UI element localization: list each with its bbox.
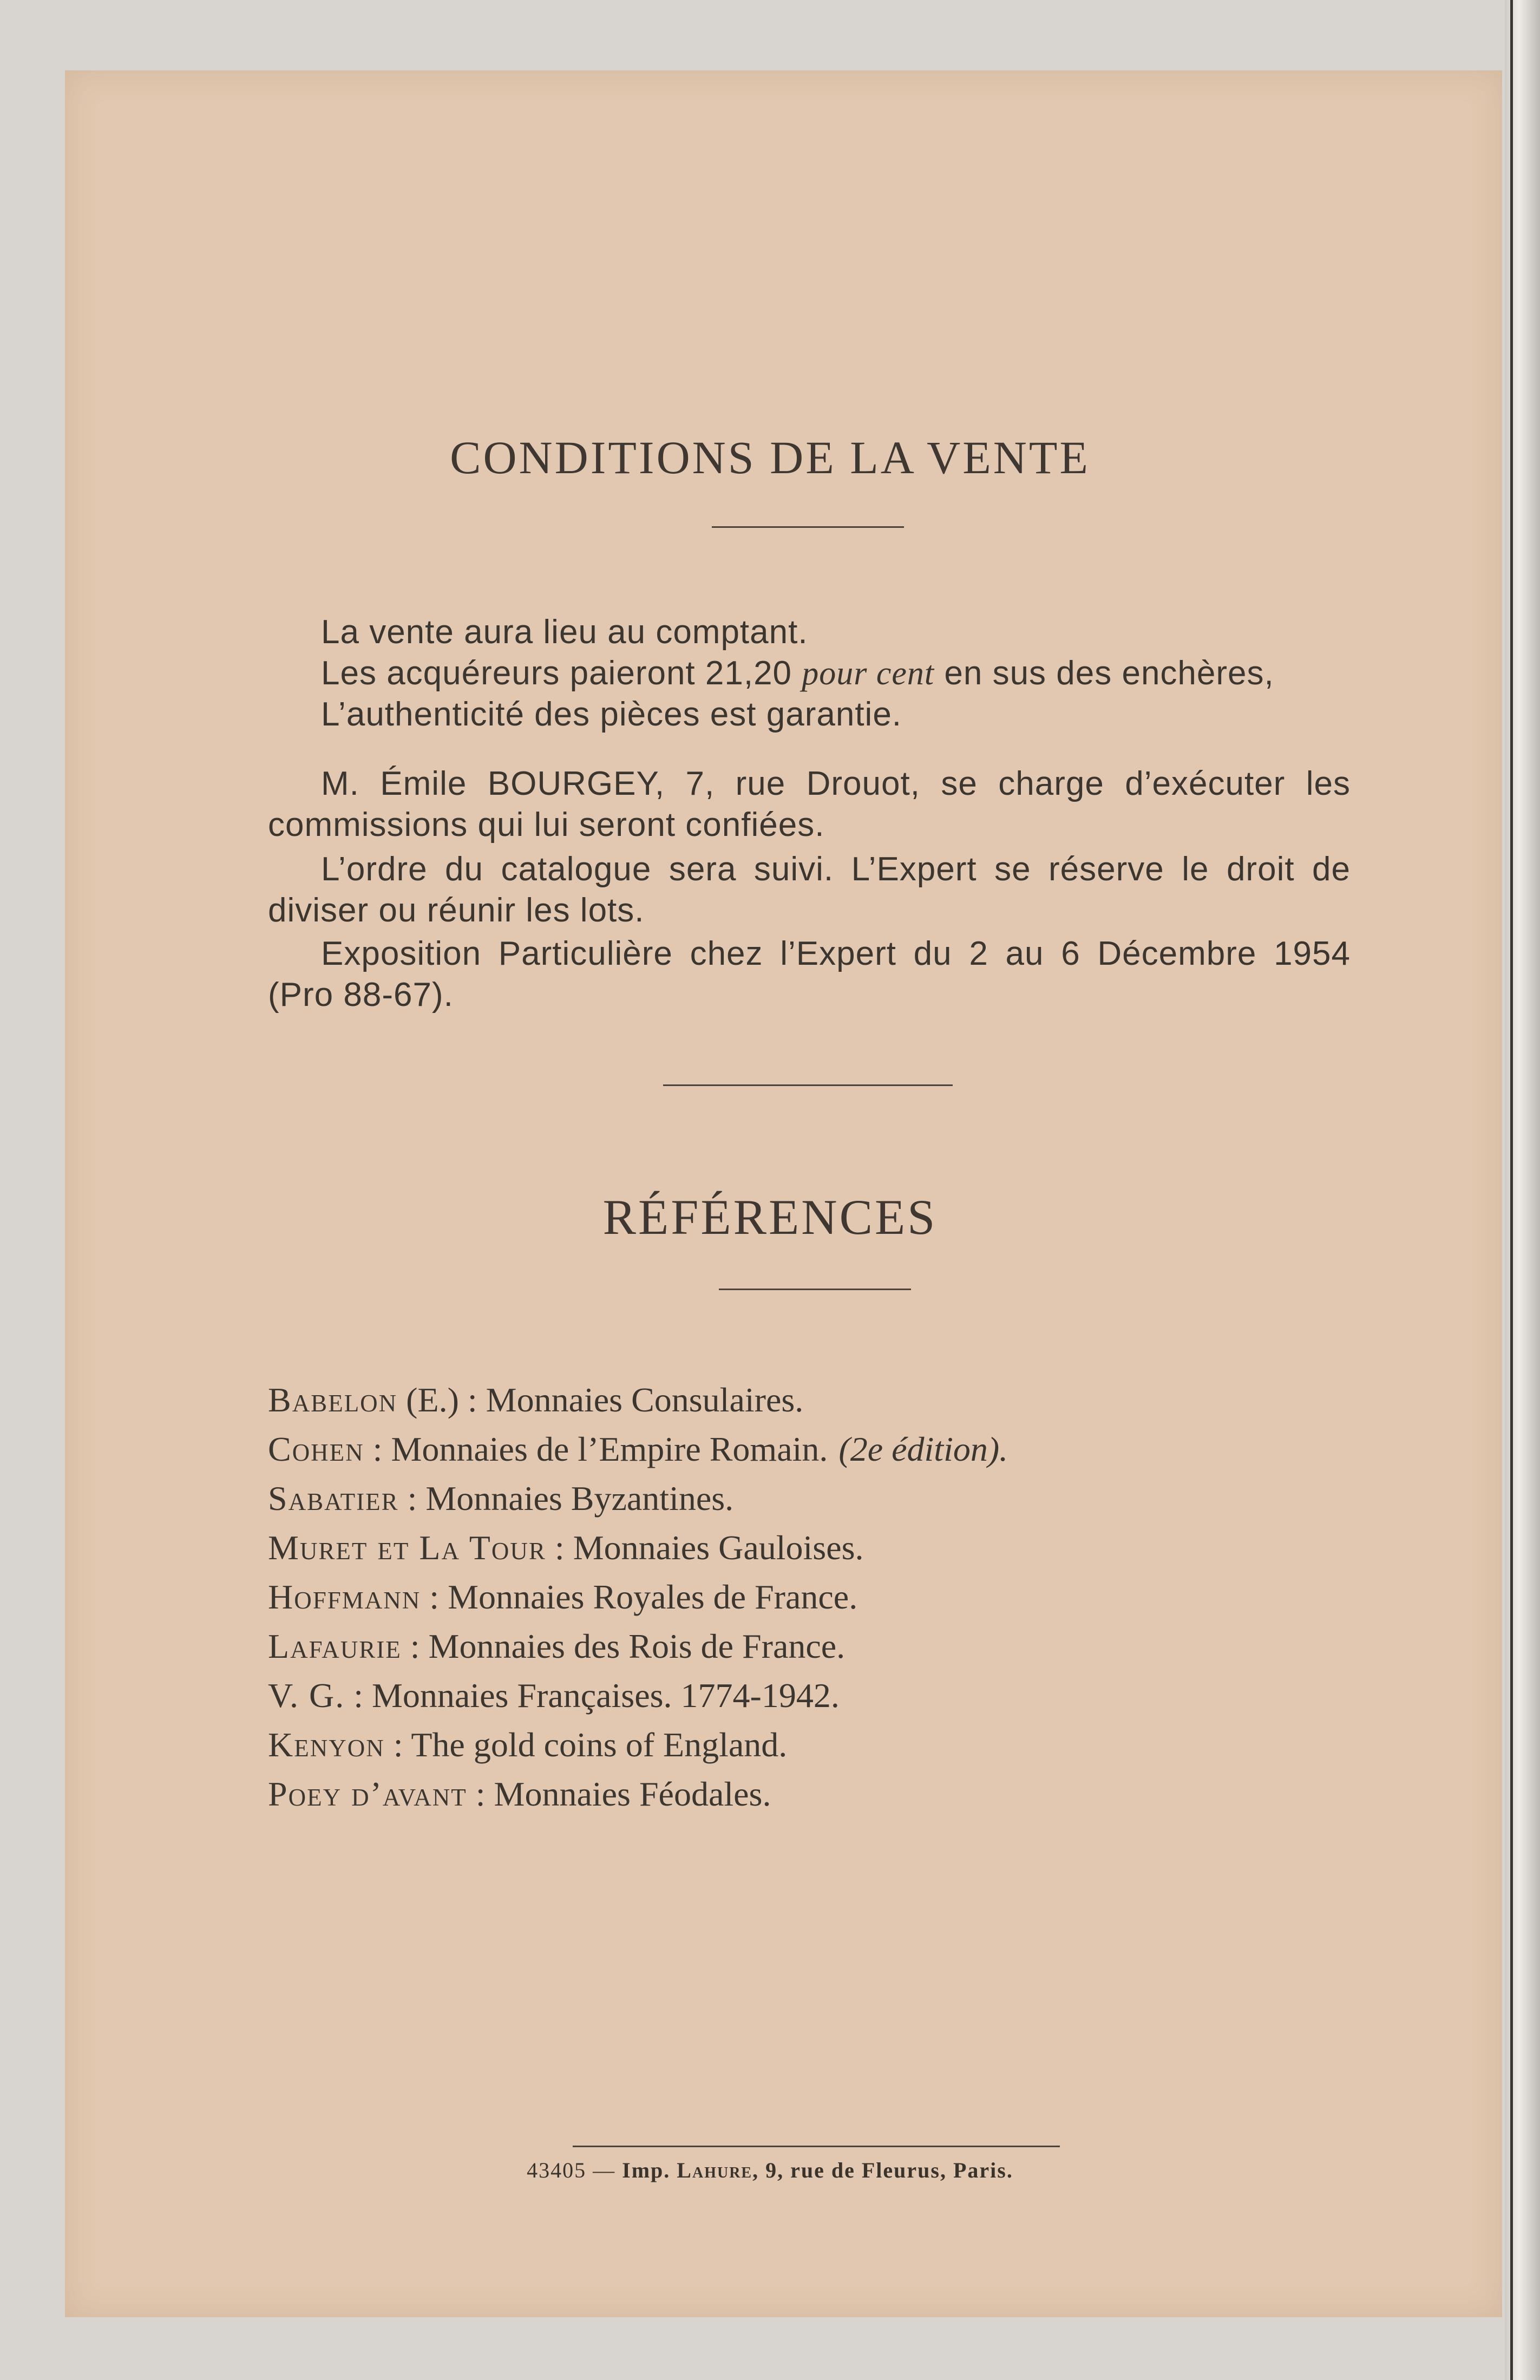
conditions-p4-text: M. Émile BOURGEY, 7, rue Drouot, se charge d’exécuter les commissions qui lui seront confiées.	[268, 765, 1351, 844]
print-number: 43405	[527, 2158, 587, 2182]
reference-title: (E.) : Monnaies Consulaires.	[397, 1381, 804, 1419]
conditions-paragraph-5	[268, 849, 1351, 931]
reference-edition: (2e édition).	[838, 1430, 1008, 1468]
reference-item	[268, 1523, 1008, 1572]
references-list	[268, 1375, 1008, 1819]
reference-title: : Monnaies Féodales.	[467, 1775, 771, 1813]
conditions-p5-text: L’ordre du catalogue sera suivi. L’Expert se réserve le droit de diviser ou réunir les lots.	[268, 851, 1351, 929]
conditions-paragraph-6	[268, 933, 1351, 1016]
reference-item	[268, 1424, 1008, 1474]
reference-item	[268, 1474, 1008, 1523]
footer-dash: —	[593, 2158, 616, 2182]
reference-item	[268, 1621, 1008, 1671]
reference-item	[268, 1720, 1008, 1769]
reference-title: : Monnaies Byzantines.	[398, 1479, 734, 1518]
section-separator-rule	[663, 1084, 953, 1086]
conditions-p2-italic: pour cent	[802, 655, 935, 692]
reference-title: : Monnaies de l’Empire Romain.	[364, 1430, 828, 1468]
show-through-ghost	[0, 260, 1540, 353]
reference-author: Muret et La Tour	[268, 1528, 546, 1567]
reference-title: : Monnaies des Rois de France.	[401, 1627, 846, 1665]
references-title: RÉFÉRENCES	[602, 1189, 938, 1245]
conditions-p1-text: La vente aura lieu au comptant.	[321, 613, 808, 651]
reference-title: : Monnaies Gauloises.	[546, 1528, 864, 1567]
printer-name: Lahure	[677, 2158, 753, 2182]
conditions-p6-text: Exposition Particulière chez l’Expert du 2 au 6 Décembre 1954 (Pro 88-67).	[268, 935, 1351, 1014]
conditions-p2-text-a: Les acquéreurs paieront 21,20	[321, 655, 802, 692]
conditions-paragraph-4	[268, 763, 1351, 846]
conditions-paragraph-1	[268, 612, 1351, 653]
reference-author: Sabatier	[268, 1479, 399, 1518]
reference-title: : Monnaies Françaises. 1774-1942.	[345, 1676, 840, 1715]
conditions-paragraph-2	[268, 653, 1351, 694]
reference-item	[268, 1671, 1008, 1720]
footer-rule	[573, 2146, 1060, 2147]
references-title-rule	[719, 1289, 911, 1290]
footer-imp: Imp.	[622, 2158, 671, 2182]
reference-item	[268, 1375, 1008, 1424]
reference-item	[268, 1572, 1008, 1621]
conditions-p2-text-b: en sus des enchères,	[934, 655, 1274, 692]
reference-author: Lafaurie	[268, 1627, 402, 1665]
reference-title: : Monnaies Royales de France.	[421, 1578, 858, 1616]
reference-author: Kenyon	[268, 1725, 385, 1764]
conditions-p3-text: L’authenticité des pièces est garantie.	[321, 696, 902, 733]
conditions-paragraph-3	[268, 694, 1351, 735]
conditions-title-rule	[712, 526, 904, 528]
printer-address: , 9, rue de Fleurus, Paris.	[752, 2158, 1013, 2182]
reference-author: Babelon	[268, 1381, 398, 1419]
reference-author: Poey d’avant	[268, 1775, 467, 1813]
printer-colophon	[0, 2157, 1540, 2183]
reference-item	[268, 1769, 1008, 1819]
reference-title: : The gold coins of England.	[384, 1725, 788, 1764]
reference-author: Cohen	[268, 1430, 364, 1468]
reference-author: V. G.	[268, 1676, 345, 1715]
reference-author: Hoffmann	[268, 1578, 421, 1616]
conditions-title: CONDITIONS DE LA VENTE	[450, 431, 1090, 483]
